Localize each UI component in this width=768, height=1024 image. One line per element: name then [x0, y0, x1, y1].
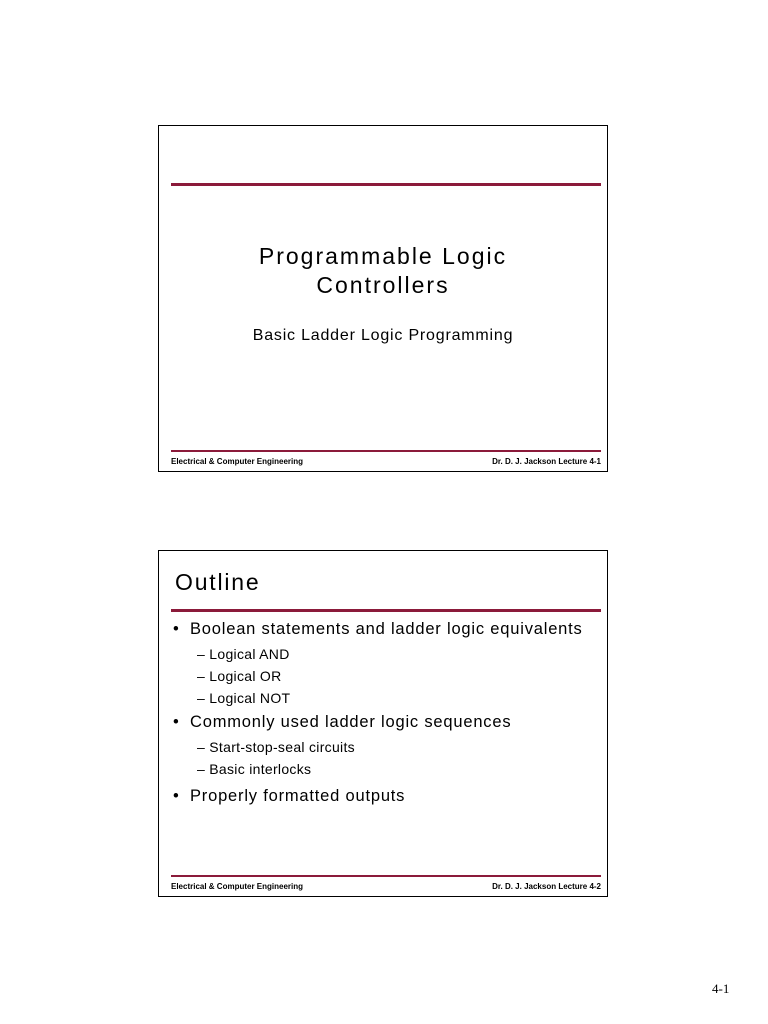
bullet-dot-icon: • [173, 787, 180, 805]
sub-bullet-item: – Logical AND [197, 646, 290, 662]
slide-title-heading [159, 242, 607, 300]
slide-title [158, 125, 608, 472]
bullet-dot-icon: • [173, 620, 180, 638]
page-number: 4-1 [712, 981, 730, 996]
bullet-item [173, 712, 593, 733]
footer-lecture: Dr. D. J. Jackson Lecture 4-1 [492, 457, 601, 466]
bullet-item [173, 619, 593, 640]
sub-bullet-item: – Basic interlocks [197, 761, 312, 777]
footer-lecture: Dr. D. J. Jackson Lecture 4-2 [492, 882, 601, 891]
bullet-text: Commonly used ladder logic sequences [190, 713, 512, 731]
footer-rule [171, 875, 601, 877]
title-line-1: Programmable Logic [258, 243, 508, 269]
header-rule [171, 183, 601, 186]
slide-heading: Outline [175, 569, 261, 595]
slide-subtitle: Basic Ladder Logic Programming [252, 327, 514, 344]
sub-bullet-item: – Start-stop-seal circuits [197, 739, 355, 755]
sub-bullet-item: – Logical OR [197, 668, 282, 684]
bullet-text: Boolean statements and ladder logic equivalents [190, 620, 583, 638]
slide-outline [158, 550, 608, 897]
bullet-dot-icon: • [173, 713, 180, 731]
bullet-list [173, 619, 593, 807]
bullet-item [173, 786, 593, 807]
bullet-text: Properly formatted outputs [190, 787, 406, 805]
header-rule [171, 609, 601, 612]
footer-rule [171, 450, 601, 452]
footer-department: Electrical & Computer Engineering [171, 457, 304, 466]
title-line-2: Controllers [316, 272, 450, 298]
footer-department: Electrical & Computer Engineering [171, 882, 304, 891]
sub-bullet-item: – Logical NOT [197, 690, 291, 706]
